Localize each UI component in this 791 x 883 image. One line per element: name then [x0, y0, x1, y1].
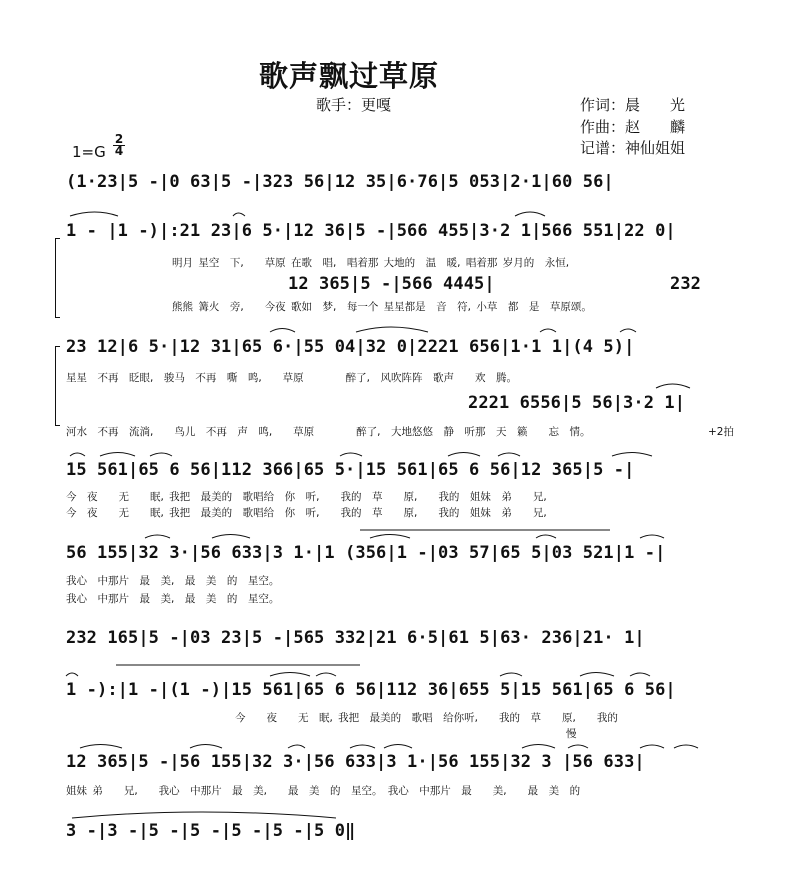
- lyric-line-4a: 星星 不再 眨眼, 骏马 不再 嘶 鸣, 草原 醉了, 风吹阵阵 歌声 欢 腾。: [66, 372, 518, 384]
- score-line-3b: 232: [670, 274, 702, 294]
- lyric-line-9a: 今 夜 无 眠, 我把 最美的 歌唱 给你听, 我的 草 原, 我的: [235, 712, 618, 724]
- score-line-8: 232 165|5 -|03 23|5 -|565 332|21 6·5|61 5|63· 236|21· 1|: [66, 628, 645, 648]
- lyric-line-7b: 我心 中那片 最 美, 最 美 的 星空。: [66, 593, 280, 605]
- score-line-3: 12 365|5 -|566 4445|: [288, 274, 495, 294]
- lyric-line-2a: 明月 星空 下, 草原 在歌 唱, 唱着那 大地的 温 暖, 唱着那 岁月的 永恒,: [172, 257, 570, 269]
- score-line-2: 1 - |1 -)|:21 23|6 5·|12 36|5 -|566 455|3·2 1|566 551|22 0|: [66, 221, 676, 241]
- score-line-7: 56 155|32 3·|56 633|3 1·|1 (356|1 -|03 57|65 5|03 521|1 -|: [66, 543, 666, 563]
- lyric-line-6a: 今 夜 无 眠, 我把 最美的 歌唱给 你 听, 我的 草 原, 我的 姐妹 弟 兄,: [66, 491, 547, 503]
- key-signature: 1=G: [72, 143, 106, 161]
- score-line-4: 23 12|6 5·|12 31|65 6·|55 04|32 0|2221 656|1·1 1|(4 5)|: [66, 337, 635, 357]
- lyric-line-6b: 今 夜 无 眠, 我把 最美的 歌唱给 你 听, 我的 草 原, 我的 姐妹 弟 兄,: [66, 507, 547, 519]
- score-line-11: 3 -|3 -|5 -|5 -|5 -|5 -|5 0‖: [66, 821, 356, 841]
- composer-credit: 作曲：赵 麟: [580, 118, 686, 136]
- lyric-line-10a: 姐妹 弟 兄, 我心 中那片 最 美, 最 美 的 星空。 我心 中那片 最 美, 最 美 的: [66, 785, 581, 797]
- score-line-5: 2221 6556|5 56|3·2 1|: [468, 393, 686, 413]
- tempo-mark-slow: 慢: [566, 728, 577, 740]
- lyric-line-3a: 熊熊 篝火 旁, 今夜 歌如 梦, 每一个 星星都是 音 符, 小草 都 是 草原颂。: [172, 301, 592, 313]
- lyricist-credit: 作词：晨 光: [580, 96, 686, 114]
- score-line-10: 12 365|5 -|56 155|32 3·|56 633|3 1·|56 155|32 3 |56 633|: [66, 752, 645, 772]
- beat-annotation: +2拍: [708, 426, 734, 438]
- song-title: 歌声飘过草原: [259, 59, 440, 93]
- transcriber-credit: 记谱：神仙姐姐: [580, 139, 686, 157]
- lyric-line-5a: 河水 不再 流淌, 鸟儿 不再 声 鸣, 草原 醉了, 大地悠悠 静 听那 天 籁 忘 情。: [66, 426, 591, 438]
- lyric-line-7a: 我心 中那片 最 美, 最 美 的 星空。: [66, 575, 280, 587]
- time-signature-bottom: 4: [114, 144, 124, 158]
- score-line-1: (1·23|5 -|0 63|5 -|323 56|12 35|6·76|5 053|2·1|60 56|: [66, 172, 614, 192]
- time-signature-top: 2: [114, 132, 124, 146]
- score-line-6: 15 561|65 6 56|112 366|65 5·|15 561|65 6 56|12 365|5 -|: [66, 460, 635, 480]
- singer-credit: 歌手：更嘎: [316, 96, 392, 114]
- score-line-9: 1 -):|1 -|(1 -)|15 561|65 6 56|112 36|655 5|15 561|65 6 56|: [66, 680, 676, 700]
